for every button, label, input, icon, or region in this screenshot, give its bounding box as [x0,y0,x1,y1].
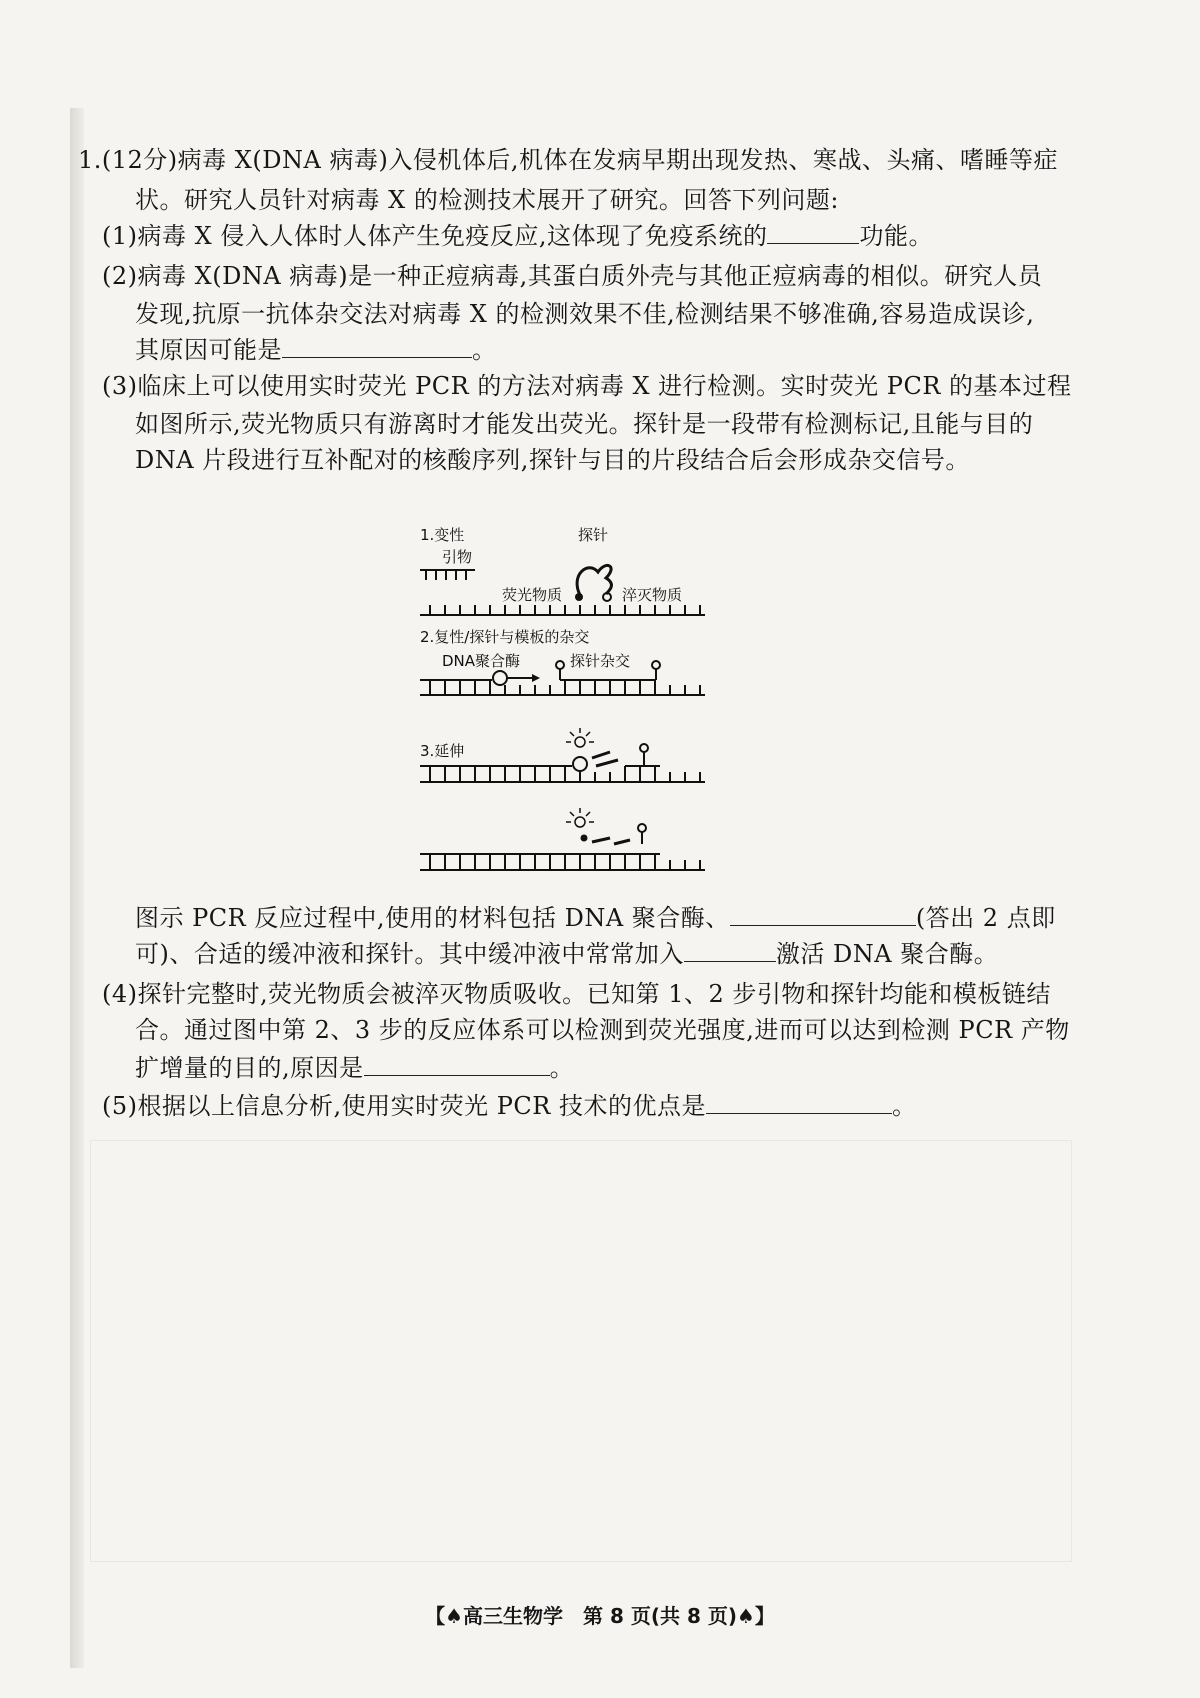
part-5 [102,1086,916,1126]
part-2-line-3 [135,330,497,370]
part-3-line-1: (3)临床上可以使用实时荧光 PCR 的方法对病毒 X 进行检测。实时荧光 PCR 的基本过程 [102,372,1072,400]
fluor-free-dot [581,835,588,842]
part-1 [102,216,933,256]
part-3-buffer: 可)、合适的缓冲液和探针。其中缓冲液中常常加入 [135,940,684,968]
part-2-text: 其原因可能是 [135,336,282,364]
polymerase-label: DNA聚合酶 [442,652,521,670]
template-strand-1 [420,605,705,615]
answer-blank-6[interactable] [706,1093,892,1114]
part-1-tail: 功能。 [859,222,933,250]
answer-blank-4[interactable] [684,941,776,962]
template-strand-2 [420,680,705,695]
part-3-tail: 激活 DNA 聚合酶。 [775,940,999,968]
primer-strand [420,570,475,580]
answer-blank-3[interactable] [730,905,916,926]
primer-label: 引物 [442,548,473,566]
question-number: 1. [78,146,102,174]
step2-label: 2.复性/探针与模板的杂交 [420,628,590,646]
hybrid-label: 探针杂交 [570,652,631,670]
polymerase-circle [493,671,507,685]
binding-shadow [70,108,84,1668]
quencher-dot-4 [638,824,646,832]
answer-blank-5[interactable] [364,1055,550,1076]
part-3-hint: (答出 2 点即 [915,904,1056,932]
probe-fragment-4 [614,840,630,844]
fluor-label: 荧光物质 [502,586,563,604]
part-3-line-4 [135,898,1056,938]
template-strand-3 [420,766,705,782]
template-strand-4 [420,854,705,870]
glow-icon-2 [566,808,594,827]
probe-label: 探针 [578,526,609,544]
answer-blank-2[interactable] [282,337,472,358]
part-3-line-5 [135,934,998,974]
question-intro-1: (12分)病毒 X(DNA 病毒)入侵机体后,机体在发病早期出现发热、寒战、头痛、嗜睡等症 [101,146,1058,174]
quencher-label: 淬灭物质 [622,586,683,604]
polymerase-circle-3 [573,757,587,771]
pcr-diagram [420,520,760,890]
part-5-tail: 。 [891,1092,917,1120]
part-2-tail: 。 [472,336,497,364]
part-1-text: (1)病毒 X 侵入人体时人体产生免疫反应,这体现了免疫系统的 [102,222,768,250]
question-line-2: 状。研究人员针对病毒 X 的检测技术展开了研究。回答下列问题: [135,186,839,214]
part-4-line-2: 合。通过图中第 2、3 步的反应体系可以检测到荧光强度,进而可以达到检测 PCR 产物 [135,1016,1070,1044]
bleed-through-box [90,1140,1072,1562]
part-2-line-1: (2)病毒 X(DNA 病毒)是一种正痘病毒,其蛋白质外壳与其他正痘病毒的相似。研究人员 [102,262,1043,290]
quencher-dot-3 [640,744,648,752]
probe-fragment-1 [592,752,610,758]
part-4-line-1: (4)探针完整时,荧光物质会被淬灭物质吸收。已知第 1、2 步引物和探针均能和模板链结 [102,980,1051,1008]
probe-fragment-2 [596,760,618,766]
question-line-1 [78,140,1058,180]
probe-fragment-3 [592,838,610,842]
part-3-materials: 图示 PCR 反应过程中,使用的材料包括 DNA 聚合酶、 [135,904,730,932]
step1-label: 1.变性 [420,526,465,544]
arrow-head [532,674,540,682]
part-2-line-2: 发现,抗原一抗体杂交法对病毒 X 的检测效果不佳,检测结果不够准确,容易造成误诊, [135,300,1035,328]
part-4-text: 扩增量的目的,原因是 [135,1054,364,1082]
glow-icon-1 [566,728,594,747]
probe-coil [577,565,611,595]
fluor-dot-2 [556,661,564,669]
part-4-tail: 。 [549,1054,575,1082]
quencher-dot-2 [652,661,660,669]
part-3-line-2: 如图所示,荧光物质只有游离时才能发出荧光。探针是一段带有检测标记,且能与目的 [135,410,1034,438]
part-3-line-3: DNA 片段进行互补配对的核酸序列,探针与目的片段结合后会形成杂交信号。 [135,446,970,474]
page-footer: 【♠高三生物学 第 8 页(共 8 页)♠】 [425,1604,775,1628]
part-4-line-3 [135,1048,574,1088]
part-5-text: (5)根据以上信息分析,使用实时荧光 PCR 技术的优点是 [102,1092,706,1120]
fluor-dot [575,593,583,601]
step3-label: 3.延伸 [420,742,465,760]
answer-blank-1[interactable] [767,223,859,244]
